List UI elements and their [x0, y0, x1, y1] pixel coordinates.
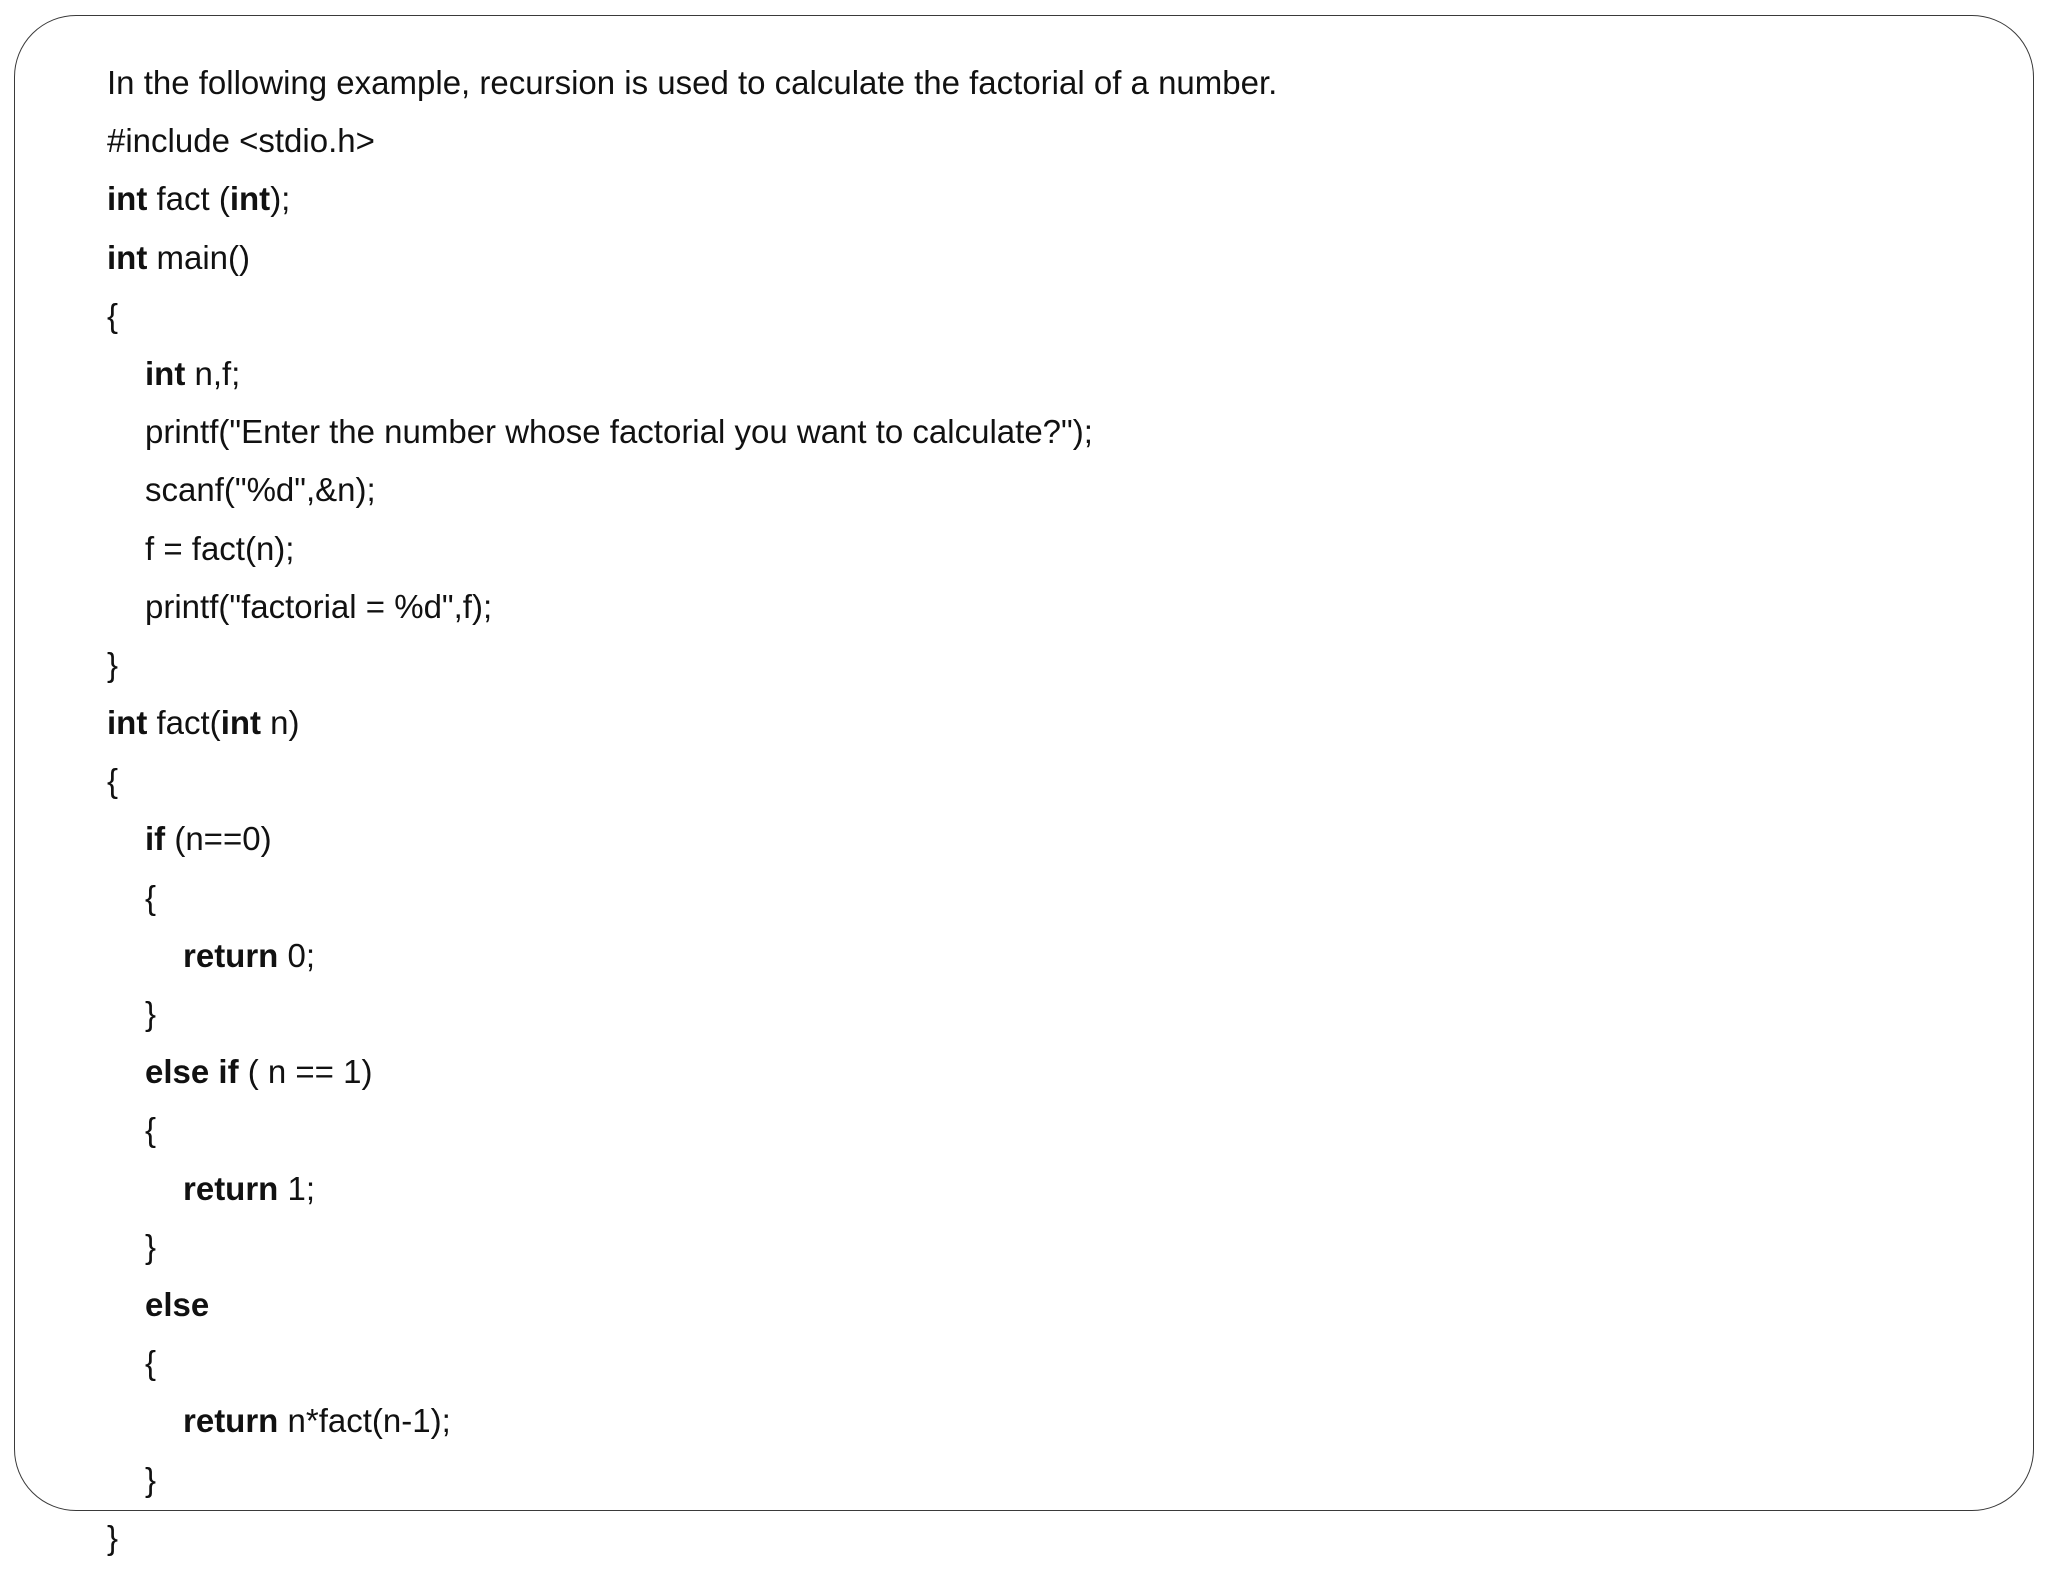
code-line-15: [107, 933, 2007, 991]
code-line-1: [107, 118, 2007, 176]
code-line-18: [107, 1107, 2007, 1165]
code-keyword: return: [183, 936, 279, 974]
code-text: n): [261, 704, 300, 742]
code-keyword: return: [183, 1169, 279, 1207]
code-line-16: [107, 991, 2007, 1049]
code-keyword: if: [145, 820, 166, 858]
code-line-22: [107, 1340, 2007, 1398]
code-text: ( n == 1): [238, 1053, 373, 1091]
code-text: }: [107, 1518, 119, 1556]
code-text: n*fact(n-1);: [278, 1402, 451, 1440]
code-line-13: [107, 816, 2007, 874]
code-text: {: [145, 878, 157, 916]
code-line-4: [107, 293, 2007, 351]
code-line-9: [107, 584, 2007, 642]
code-text: fact(: [147, 704, 221, 742]
code-keyword: int: [220, 704, 262, 742]
code-text: );: [270, 180, 291, 218]
code-keyword: int: [145, 354, 186, 392]
intro-text: In the following example, recursion is used to calculate the factorial of a number.: [107, 64, 1278, 101]
code-line-20: [107, 1224, 2007, 1282]
code-line-8: [107, 526, 2007, 584]
code-line-5: [107, 351, 2007, 409]
code-line-25: [107, 1515, 2007, 1573]
code-text: }: [145, 1227, 157, 1265]
code-line-24: [107, 1457, 2007, 1515]
code-text: {: [145, 1111, 157, 1149]
code-keyword: int: [107, 180, 148, 218]
code-text: }: [107, 645, 119, 683]
slide-content: [107, 60, 2007, 1573]
code-text: (n==0): [165, 820, 272, 858]
code-text: {: [145, 1344, 157, 1382]
code-line-19: [107, 1166, 2007, 1224]
code-line-10: [107, 642, 2007, 700]
code-line-23: [107, 1398, 2007, 1456]
code-text: f = fact(n);: [145, 529, 295, 567]
code-line-3: [107, 235, 2007, 293]
code-line-17: [107, 1049, 2007, 1107]
code-text: 0;: [278, 936, 316, 974]
code-text: }: [145, 1460, 157, 1498]
code-keyword: int: [229, 180, 271, 218]
code-line-14: [107, 875, 2007, 933]
code-line-21: [107, 1282, 2007, 1340]
code-keyword: else: [145, 1285, 210, 1323]
code-line-11: [107, 700, 2007, 758]
code-keyword: int: [107, 238, 148, 276]
code-text: fact (: [147, 180, 230, 218]
code-text: {: [107, 296, 119, 334]
code-keyword: else if: [145, 1053, 239, 1091]
code-line-2: [107, 176, 2007, 234]
code-line-7: [107, 467, 2007, 525]
code-line-6: [107, 409, 2007, 467]
code-line-12: [107, 758, 2007, 816]
code-text: scanf("%d",&n);: [145, 471, 376, 509]
code-keyword: int: [107, 704, 148, 742]
code-text: #include <stdio.h>: [107, 122, 375, 160]
code-text: {: [107, 762, 119, 800]
code-keyword: return: [183, 1402, 279, 1440]
code-text: printf("factorial = %d",f);: [145, 587, 493, 625]
code-text: 1;: [278, 1169, 316, 1207]
code-text: main(): [147, 238, 251, 276]
code-text: n,f;: [185, 354, 241, 392]
code-text: }: [145, 995, 157, 1032]
code-text: printf("Enter the number whose factorial you want to calculate?");: [145, 413, 1093, 451]
